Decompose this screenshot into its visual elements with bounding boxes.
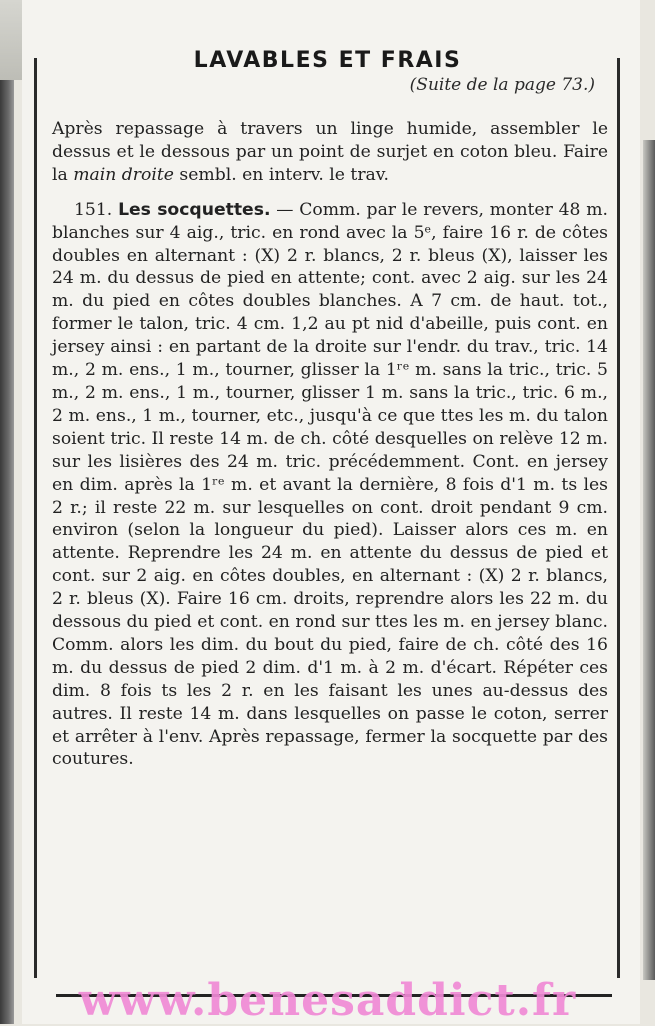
intro-paragraph	[52, 118, 608, 187]
instructions-paragraph	[52, 199, 608, 772]
section-number: 151.	[74, 199, 113, 220]
intro-text-start: Après repassage à travers un linge humide, assembler le dessus et le dessous par un point de surjet en coton bleu. Faire la	[52, 119, 608, 185]
section-heading: Les socquettes.	[118, 199, 271, 220]
page-edge-shadow	[643, 140, 655, 980]
article-title: LAVABLES ET FRAIS	[193, 48, 462, 73]
article-body	[52, 118, 608, 771]
site-watermark: www.benesaddict.fr	[78, 975, 577, 1026]
intro-italic: main droite	[73, 164, 174, 185]
intro-text-end: sembl. en interv. le trav.	[173, 164, 389, 185]
section-body: — Comm. par le revers, monter 48 m. blanches sur 4 aig., tric. en rond avec la 5ᵉ, faire 16 r. de côtes doubles en alternant : (X) 2 r. blancs, 2 r. bleus (X), laisser les 24 m. du dessus de pied en attente; cont. avec 2 aig. sur les 24 m. du pied en côtes doubles blanches. A 7 cm. de haut. tot., former le talon, tric. 4 cm. 1,2 au pt nid d'abeille, puis cont. en jersey ainsi : en partant de la droite sur l'endr. du trav., tric. 14 m., 2 m. ens., 1 m., tourner, glisser la 1ʳᵉ m. sans la tric., tric. 5 m., 2 m. ens., 1 m., tourner, glisser 1 m. sans la tric., tric. 6 m., 2 m. ens., 1 m., tourner, etc., jusqu'à ce que ttes les m. du talon soient tric. Il reste 14 m. de ch. côté desquelles on relève 12 m. sur les lisières des 24 m. tric. précédemment. Cont. en jersey en dim. après la 1ʳᵉ m. et avant la dernière, 8 fois d'1 m. ts les 2 r.; il reste 22 m. sur lesquelles on cont. droit pendant 9 cm. environ (selon la longueur du pied). Laisser alors ces m. en attente. Reprendre les 24 m. en attente du dessus de pied et cont. sur 2 aig. en côtes doubles, en alternant : (X) 2 r. blancs, 2 r. bleus (X). Faire 16 cm. droits, reprendre alors les 22 m. du dessous du pied et cont. en rond sur ttes les m. en jersey blanc. Comm. alors les dim. du bout du pied, faire de ch. côté des 16 m. du dessus de pied 2 dim. d'1 m. à 2 m. d'écart. Répéter ces dim. 8 fois ts les 2 r. en les faisant les unes au-dessus des autres. Il reste 14 m. dans lesquelles on passe le coton, serrer et arrêter à l'env. Après repassage, fermer la socquette par des coutures.	[52, 199, 608, 770]
continued-note: (Suite de la page 73.)	[409, 75, 595, 95]
book-spine-shadow	[0, 80, 14, 1024]
